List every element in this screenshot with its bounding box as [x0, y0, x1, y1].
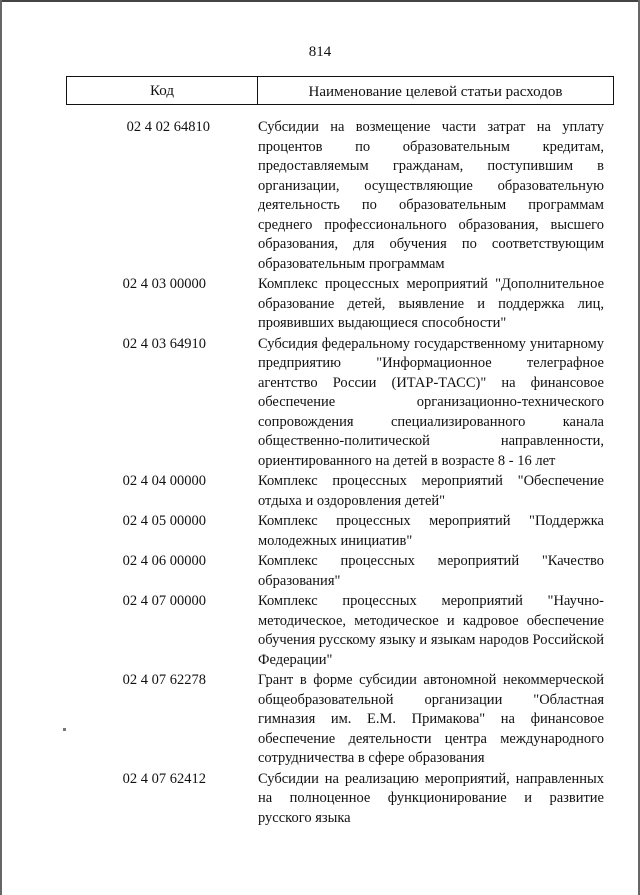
table-row: [0, 592, 640, 670]
table-row: [0, 118, 640, 274]
row-name: Комплекс процессных мероприятий "Дополнительное образование детей, выявление и поддержка лиц, проявивших выдающиеся способности": [258, 276, 604, 331]
table-row: [0, 671, 640, 769]
page-number: 814: [308, 44, 332, 60]
row-code: 02 4 05 00000: [122, 513, 206, 529]
row-name: Субсидия федеральному государственному унитарному предприятию "Информационное телеграфное агентство России (ИТАР-ТАСС)" на финансовое обеспечение организационно-технического сопровождения специализированного канала общественно-политической направленности, ориентированного на детей в возрасте 8 - 16 лет: [258, 335, 604, 469]
row-name: Комплекс процессных мероприятий "Обеспечение отдыха и оздоровления детей": [258, 473, 604, 509]
row-name: Комплекс процессных мероприятий "Качество образования": [258, 553, 604, 589]
row-code: 02 4 03 64910: [122, 335, 206, 352]
row-code: 02 4 04 00000: [122, 473, 206, 489]
table-row: [0, 552, 640, 591]
row-code: 02 4 02 64810: [126, 119, 210, 135]
row-name: Субсидии на реализацию мероприятий, направленных на полноценное функционирование и развитие русского языка: [258, 770, 604, 826]
scan-border-top: [0, 0, 640, 2]
row-code: 02 4 06 00000: [122, 553, 206, 569]
row-name: Грант в форме субсидии автономной некоммерческой общеобразовательной организации "Областная гимназия им. Е.М. Примакова" на финансовое обеспечение деятельности центра международного сотрудничества в сфере образования: [258, 672, 604, 766]
table-header: [66, 76, 614, 105]
row-name: Комплекс процессных мероприятий "Поддержка молодежных инициатив": [258, 513, 604, 549]
row-name: Субсидии на возмещение части затрат на уплату процентов по образовательным кредитам, предоставляемым гражданам, поступившим в организации, осуществляющие образовательную деятельность по образовательным программам среднего профессионального образования, высшего образования, для обучения по соответствующим образовательным программам: [258, 119, 604, 272]
row-code: 02 4 03 00000: [122, 276, 206, 292]
row-name: Комплекс процессных мероприятий "Научно-методическое, методическое и кадровое обеспечение обучения русскому языку и языкам народов Российской Федерации": [258, 593, 604, 668]
table-row: [0, 335, 640, 472]
table-row: [0, 770, 640, 829]
column-header-name: Наименование целевой статьи расходов: [308, 84, 563, 100]
row-code: 02 4 07 00000: [122, 593, 206, 609]
table-row: [0, 512, 640, 551]
row-code: 02 4 07 62412: [122, 770, 206, 787]
row-code: 02 4 07 62278: [122, 672, 206, 688]
scan-speck: [63, 728, 66, 731]
table-row: [0, 275, 640, 334]
table-row: [0, 472, 640, 511]
column-header-code: Код: [67, 77, 258, 104]
budget-items-list: [0, 118, 640, 828]
